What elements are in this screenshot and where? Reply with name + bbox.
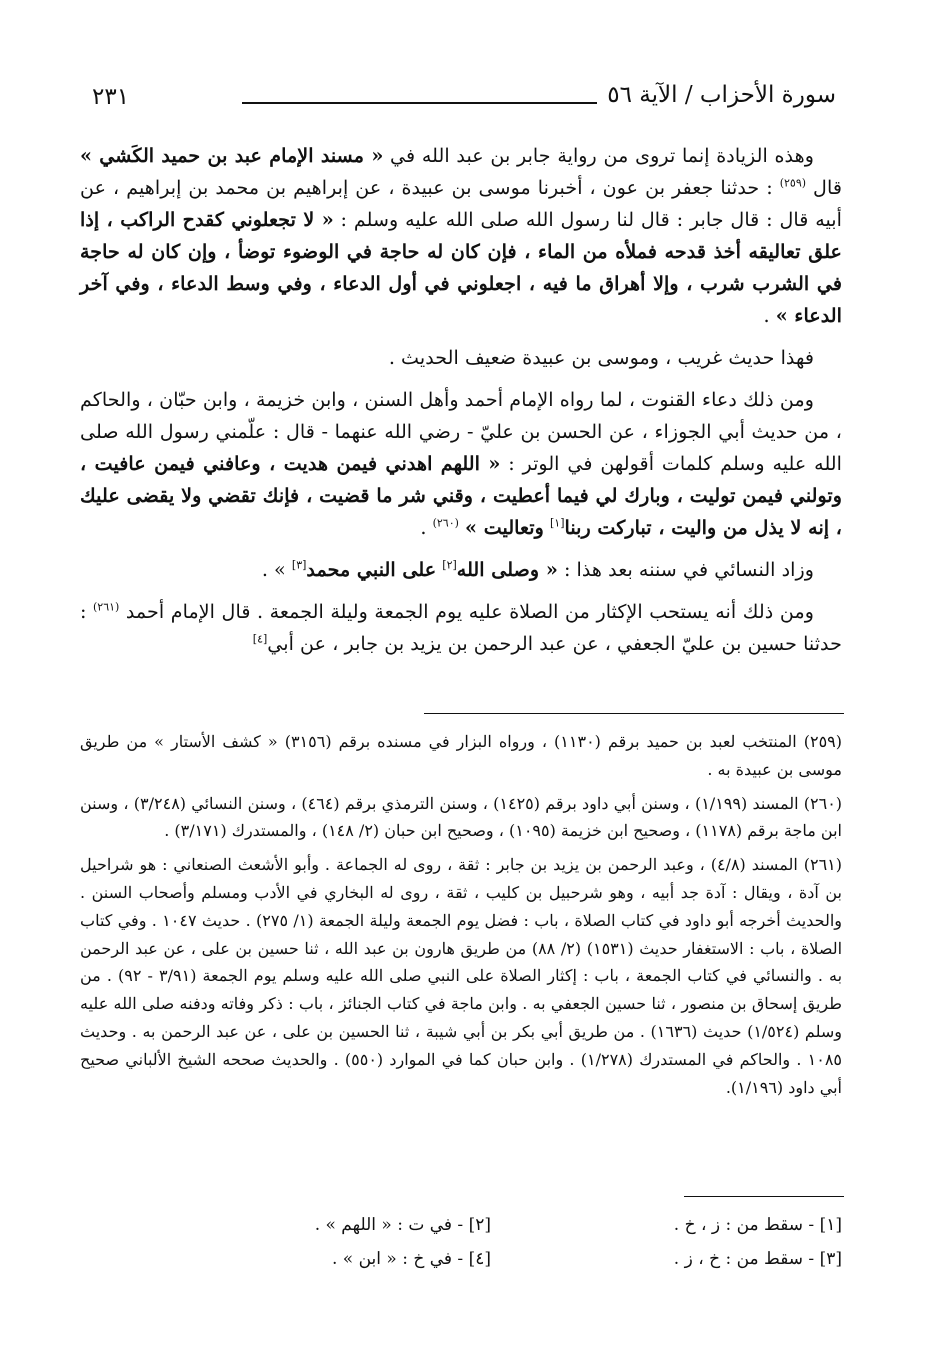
- page-header: [92, 82, 836, 118]
- text: قال: [813, 176, 842, 199]
- text: ومن ذلك أنه يستحب الإكثار من الصلاة عليه يوم الجمعة وليلة الجمعة . قال الإمام أحمد: [125, 600, 814, 623]
- manuscript-variants: [140, 1208, 842, 1276]
- footnote-ref: (٢٦١): [93, 600, 120, 614]
- footnotes: [80, 728, 842, 1107]
- hadith-quote: « لا تجعلوني كقدح الراكب ، إذا علق تعاليقه أخذ قدحه فملأه من الماء ، فإن كان له حاجة في الوضوء توضأ ، وإن كان له حاجة في الشرب شرب ، وإلا أهراق ما فيه ، اجعلوني في أول الدعاء ، وفي وسط الدعاء ، وفي آخر الدعاء »: [80, 208, 842, 327]
- variant-row: [140, 1208, 842, 1242]
- variant-marker: [١]: [549, 516, 565, 530]
- running-title: سورة الأحزاب / الآية ٥٦: [607, 82, 836, 108]
- book-title: « مسند الإمام عبد بن حميد الكَشي »: [80, 144, 384, 167]
- hadith-quote: وتعاليت »: [465, 516, 544, 539]
- variant-note: [٢] - في ت : « اللهم » .: [314, 1215, 491, 1235]
- text: .: [420, 516, 427, 539]
- text: » .: [261, 558, 286, 581]
- text: : حدثنا جعفر بن عون ، أخبرنا موسى بن عبيدة ، عن إبراهيم بن محمد بن إبراهيم ، عن أبيه قال : قال جابر : قال لنا رسول الله صلى الله عليه وسلم :: [80, 176, 842, 231]
- footnote-rule: [424, 713, 844, 714]
- text: وهذه الزيادة إنما تروى من رواية جابر بن عبد الله في: [390, 144, 814, 167]
- paragraph-jumuah: [80, 596, 842, 660]
- page-number: ٢٣١: [92, 84, 130, 110]
- paragraph-zyada: [80, 140, 842, 332]
- paragraph-gharib: فهذا حديث غريب ، وموسى بن عبيدة ضعيف الحديث .: [388, 346, 814, 369]
- variant-note: [١] - سقط من : ز ، خ .: [673, 1215, 842, 1235]
- footnote-ref: (٢٦٠): [432, 516, 459, 530]
- text: وزاد النسائي في سننه بعد هذا :: [563, 558, 814, 581]
- variant-marker: [٤]: [252, 632, 268, 646]
- text: .: [763, 304, 770, 327]
- footnote-ref: (٢٥٩): [779, 176, 807, 190]
- text: : حدثنا حسين بن عليّ الجعفي ، عن عبد الرحمن بن يزيد بن جابر ، عن أبي: [80, 600, 842, 655]
- variant-note: [٣] - سقط من : خ ، ز .: [673, 1249, 842, 1269]
- text: ومن ذلك دعاء القنوت ، لما رواه الإمام أحمد وأهل السنن ، وابن خزيمة ، وابن حبّان ، والحاكم ، من حديث أبي الجوزاء ، عن الحسن بن عليّ - رضي الله عنهما - قال : علّمني رسول الله صلى الله عليه وسلم كلمات أقولهن في الوتر :: [80, 388, 842, 475]
- variant-note: [٤] - في خ : « ابن » .: [332, 1249, 491, 1269]
- variant-marker: [٢]: [442, 558, 457, 572]
- variant-marker: [٣]: [291, 558, 307, 572]
- variants-rule: [684, 1196, 844, 1197]
- hadith-quote: « وصلى الله: [456, 558, 558, 581]
- footnote-261: (٢٦١) المسند (٤/٨) ، وعبد الرحمن بن يزيد بن جابر : ثقة ، روى له الجماعة . وأبو الأشعث الصنعاني : هو شراحيل بن آدة ، ويقال : آدة جد أبيه ، وهو شرحبيل بن كليب ، ثقة ، روى له البخاري في الأدب ومسلم وأصحاب السنن . والحديث أخرجه أبو داود في كتاب الصلاة ، باب : فضل يوم الجمعة وليلة الجمعة (١/ ٢٧٥) . حديث ١٠٤٧ . وفي كتاب الصلاة ، باب : الاستغفار حديث (١٥٣١) (٢/ ٨٨) من طريق هارون بن عبد الله ، ثنا حسين بن على ، عن عبد الرحمن به . والنسائي في كتاب الجمعة ، باب : إكثار الصلاة على النبي صلى الله عليه وسلم يوم الجمعة (٣/٩١ - ٩٢) . من طريق إسحاق بن منصور ، ثنا حسين الجعفي به . وابن ماجة في كتاب الجنائز ، باب : ذكر وفاته ودفنه صلى الله عليه وسلم (١/٥٢٤) حديث (١٦٣٦) . من طريق أبي بكر بن أبي شيبة ، ثنا الحسين بن على ، عن عبد الرحمن به . وحديث ١٠٨٥ . والحاكم في المستدرك (١/٢٧٨) . وابن حبان كما في الموارد (٥٥٠) . والحديث صححه الشيخ الألباني صحيح أبي داود (١/١٩٦).: [80, 855, 843, 1097]
- paragraph-nasai: [80, 554, 842, 586]
- footnote-260: (٢٦٠) المسند (١/١٩٩) ، وسنن أبي داود برقم (١٤٢٥) ، وسنن الترمذي برقم (٤٦٤) ، وسنن النسائي (٣/٢٤٨) ، وسنن ابن ماجة برقم (١١٧٨) ، وصحيح ابن خزيمة (١٠٩٥) ، وصحيح ابن حبان (٢/ ١٤٨) ، والمستدرك (٣/١٧١) .: [80, 793, 843, 841]
- variant-row: [140, 1242, 842, 1276]
- hadith-quote: « اللهم اهدني فيمن هديت ، وعافني فيمن عافيت ، وتولني فيمن توليت ، وبارك لي فيما أعطيت ، وقني شر ما قضيت ، فإنك تقضي ولا يقضى عليك ، إنه لا يذل من واليت ، تباركت ربنا: [80, 452, 842, 539]
- hadith-quote: على النبي محمد: [306, 558, 437, 581]
- header-rule: [242, 102, 597, 104]
- footnote-259: (٢٥٩) المنتخب لعبد بن حميد برقم (١١٣٠) ، ورواه البزار في مسنده برقم (٣١٥٦) « كشف الأستار » من طريق موسى بن عبيدة به .: [80, 732, 842, 779]
- main-text: [80, 140, 842, 670]
- paragraph-qunut: [80, 384, 842, 544]
